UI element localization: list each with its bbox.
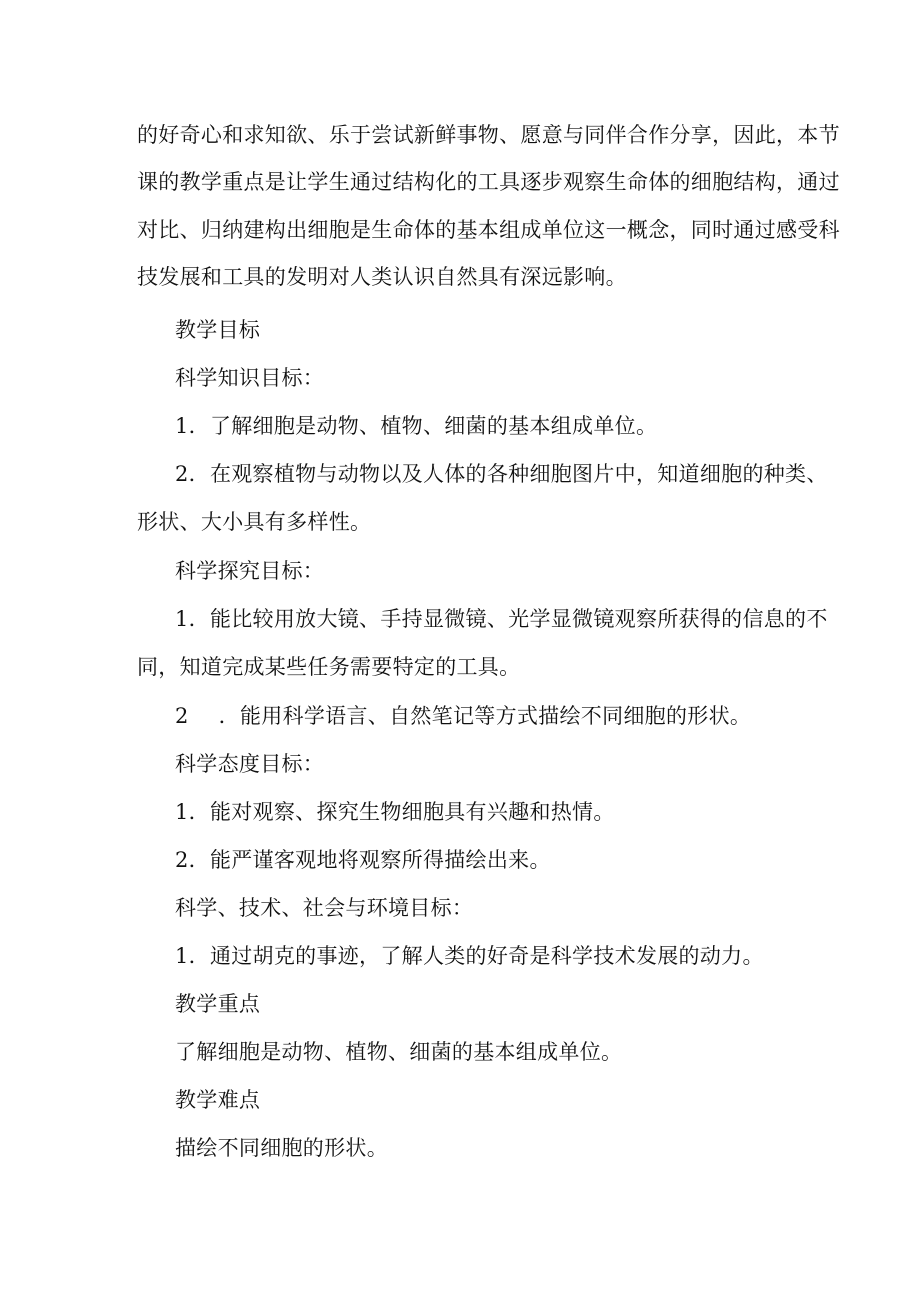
knowledge-goals-heading: 科学知识目标： <box>175 366 325 390</box>
knowledge-goal-2-line-1: 2．在观察植物与动物以及人体的各种细胞图片中，知道细胞的种类、 <box>175 462 828 486</box>
knowledge-goal-1: 1．了解细胞是动物、植物、细菌的基本组成单位。 <box>175 414 658 438</box>
inquiry-goals-heading: 科学探究目标： <box>175 559 325 583</box>
inquiry-goal-2 <box>175 702 751 730</box>
stse-goals-heading: 科学、技术、社会与环境目标： <box>175 896 474 920</box>
inquiry-goal-1-line-2: 同，知道完成某些任务需要特定的工具。 <box>137 655 521 679</box>
intro-line-1: 的好奇心和求知欲、乐于尝试新鲜事物、愿意与同伴合作分享，因此，本节 <box>137 123 840 147</box>
inquiry-goal-2-number: 2 <box>175 704 189 728</box>
inquiry-goal-2-text: ．能用科学语言、自然笔记等方式描绘不同细胞的形状。 <box>218 704 752 728</box>
intro-line-4: 技发展和工具的发明对人类认识自然具有深远影响。 <box>137 265 627 289</box>
intro-line-3: 对比、归纳建构出细胞是生命体的基本组成单位这一概念，同时通过感受科 <box>137 218 840 242</box>
stse-goal-1: 1．通过胡克的事迹，了解人类的好奇是科学技术发展的动力。 <box>175 944 764 968</box>
key-point-heading: 教学重点 <box>175 992 261 1016</box>
goals-heading: 教学目标 <box>175 318 261 342</box>
intro-line-2: 课的教学重点是让学生通过结构化的工具逐步观察生命体的细胞结构，通过 <box>137 170 840 194</box>
inquiry-goal-1-line-1: 1．能比较用放大镜、手持显微镜、光学显微镜观察所获得的信息的不 <box>175 607 828 631</box>
difficult-point-text: 描绘不同细胞的形状。 <box>175 1136 388 1160</box>
difficult-point-heading: 教学难点 <box>175 1088 261 1112</box>
key-point-text: 了解细胞是动物、植物、细菌的基本组成单位。 <box>175 1040 623 1064</box>
attitude-goal-1: 1．能对观察、探究生物细胞具有兴趣和热情。 <box>175 800 615 824</box>
knowledge-goal-2-line-2: 形状、大小具有多样性。 <box>137 510 372 534</box>
attitude-goals-heading: 科学态度目标： <box>175 752 325 776</box>
attitude-goal-2: 2．能严谨客观地将观察所得描绘出来。 <box>175 848 551 872</box>
